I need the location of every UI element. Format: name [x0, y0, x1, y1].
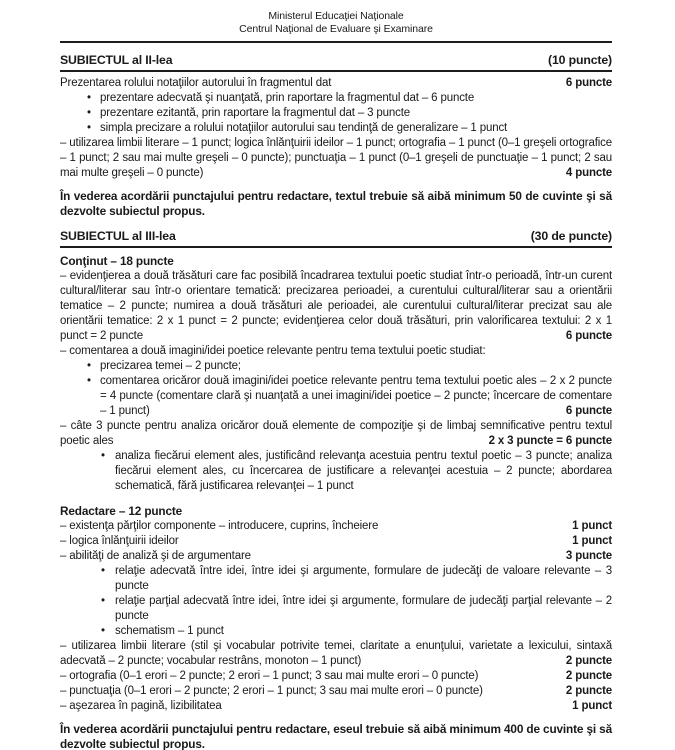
bullet-item	[100, 106, 612, 121]
points-value: 1 punct	[564, 699, 612, 714]
points-value: 3 puncte	[558, 549, 612, 564]
section2-bullet-list	[60, 91, 612, 136]
criterion-text: – abilităţi de analiză şi de argumentare	[60, 550, 251, 562]
bullet-item	[100, 359, 612, 374]
bullet-item	[115, 564, 612, 594]
header-rule	[60, 41, 612, 43]
points-value: 1 punct	[564, 534, 612, 549]
criterion-row	[60, 669, 612, 684]
content-item-2-bullet-list	[60, 359, 612, 419]
points-value: 2 puncte	[558, 684, 612, 699]
bullet-item	[100, 374, 612, 419]
criterion-text: – existenţa părţilor componente – introducere, cuprins, încheiere	[60, 520, 379, 532]
bullet-text: relaţie adecvată între idei, între idei şi argumente, formulare de judecăţi de valoare relevante – 3 puncte	[115, 565, 612, 592]
criterion-row	[60, 519, 612, 534]
bullet-text: precizarea temei – 2 puncte;	[100, 360, 241, 372]
section3-redaction-note: În vederea acordării punctajului pentru redactare, eseul trebuie să aibă minimum 400 de cuvinte şi să dezvolte subiectul propus.	[60, 722, 612, 750]
bullet-item	[115, 449, 612, 494]
points-value: 6 puncte	[558, 329, 612, 344]
criterion-text: – ortografia (0–1 erori – 2 puncte; 2 erori – 1 punct; 3 sau mai multe erori – 0 puncte)	[60, 670, 479, 682]
points-value: 6 puncte	[558, 76, 612, 91]
section2-header	[60, 53, 612, 72]
points-value: 2 puncte	[558, 669, 612, 684]
points-value: 4 puncte	[558, 166, 612, 181]
bullet-text: analiza fiecărui element ales, justificând relevanţa acestuia pentru textul poetic – 3 puncte; analiza fiecărui element ales, cu încercarea de justificare a relevanţei acestuia – 2 puncte; abordarea schematică, fără justificarea relevanţei – 1 punct	[115, 450, 612, 492]
document-header	[60, 10, 612, 36]
points-value: 2 x 3 puncte = 6 puncte	[481, 434, 612, 449]
section2-criteria-paragraph	[60, 136, 612, 181]
points-value: 6 puncte	[558, 404, 612, 419]
criterion-text: – logica înlănţuirii ideilor	[60, 535, 179, 547]
criterion-row	[60, 534, 612, 549]
bullet-item	[115, 594, 612, 624]
section2-total-points: (10 puncte)	[548, 53, 612, 67]
content-heading: Conţinut – 18 puncte	[60, 254, 174, 268]
content-item-2-intro: – comentarea a două imagini/idei poetice relevante pentru tema textului poetic studiat:	[60, 345, 486, 357]
criterion-text: – aşezarea în pagină, lizibilitatea	[60, 700, 222, 712]
bullet-text: simpla precizare a rolului notaţiilor autorului sau tendinţă de generalizare – 1 punct	[100, 122, 508, 134]
content-item-3-bullet-list	[60, 449, 612, 494]
bullet-text: schematism – 1 punct	[115, 625, 224, 637]
item-text: – evidenţierea a două trăsături care fac posibilă încadrarea textului poetic studiat într-o perioadă, într-un curent cultural/literar sau într-o orientare tematică: precizarea perioadei, a curentului cultural/literar sau a orientării tematice – 2 puncte; numirea a două trăsături ale perioadei, ale curentului cultural/literar precizat sau ale orientării tematice: 2 x 1 punct = 2 puncte; evidenţierea celor două trăsături, prin valorificarea textului: 2 x 1 punct = 2 puncte	[60, 270, 612, 342]
section2-title: SUBIECTUL al II-lea	[60, 53, 173, 67]
abilities-bullet-list	[60, 564, 612, 639]
bullet-item	[115, 624, 612, 639]
lead-text: Prezentarea rolului notaţiilor autorului în fragmentul dat	[60, 77, 332, 89]
criterion-row	[60, 639, 612, 669]
bullet-text: relaţie parţial adecvată între idei, între idei şi argumente, formulare de judecăţi parţial relevante – 2 puncte	[115, 595, 612, 622]
ministry-line: Ministerul Educaţiei Naţionale	[268, 10, 404, 22]
bullet-item	[100, 121, 612, 136]
section3-header	[60, 229, 612, 248]
section2-redaction-note: În vederea acordării punctajului pentru redactare, textul trebuie să aibă minimum 50 de cuvinte şi să dezvolte subiectul propus.	[60, 189, 612, 218]
section3-total-points: (30 de puncte)	[530, 229, 612, 243]
bullet-item	[100, 91, 612, 106]
section3-title: SUBIECTUL al III-lea	[60, 229, 176, 243]
criteria-text: – utilizarea limbii literare – 1 punct; logica înlănţuirii ideilor – 1 punct; ortografia – 1 punct (0–1 greşeli ortografice – 1 punct; 2 sau mai multe greşeli – 0 puncte); punctuaţia – 1 punct (0–1 greşeli de punctuaţie – 1 punct; 2 sau mai multe greşeli – 0 puncte)	[60, 137, 612, 179]
criterion-text: – punctuaţia (0–1 erori – 2 puncte; 2 erori – 1 punct; 3 sau mai multe erori – 0 puncte)	[60, 685, 483, 697]
agency-line: Centrul Naţional de Evaluare şi Examinare	[239, 23, 433, 35]
content-item-1	[60, 269, 612, 344]
points-value: 2 puncte	[558, 654, 612, 669]
criterion-text: – utilizarea limbii literare (stil şi vocabular potrivite temei, claritate a enunţului, varietate a lexicului, sintaxă adecvată – 2 puncte; vocabular restrâns, monoton – 1 punct)	[60, 640, 612, 667]
section2-lead-row	[60, 76, 612, 91]
points-value: 1 punct	[564, 519, 612, 534]
criterion-row	[60, 699, 612, 714]
bullet-text: comentarea oricăror două imagini/idei poetice relevante pentru tema textului poetic ales – 2 x 2 puncte = 4 puncte (comentare clară şi nuanţată a unei imagini/idei poetice – 2 puncte; încercare de comentare – 1 punct)	[100, 375, 612, 417]
bullet-text: prezentare adecvată şi nuanţată, prin raportare la fragmentul dat – 6 puncte	[100, 92, 475, 104]
item-text: – câte 3 puncte pentru analiza oricăror două elemente de compoziţie şi de limbaj semnificative pentru textul poetic ales	[60, 420, 612, 447]
content-item-3	[60, 419, 612, 449]
writing-heading: Redactare – 12 puncte	[60, 504, 183, 518]
criterion-row	[60, 549, 612, 564]
criterion-row	[60, 684, 612, 699]
bullet-text: prezentare ezitantă, prin raportare la fragmentul dat – 3 puncte	[100, 107, 411, 119]
